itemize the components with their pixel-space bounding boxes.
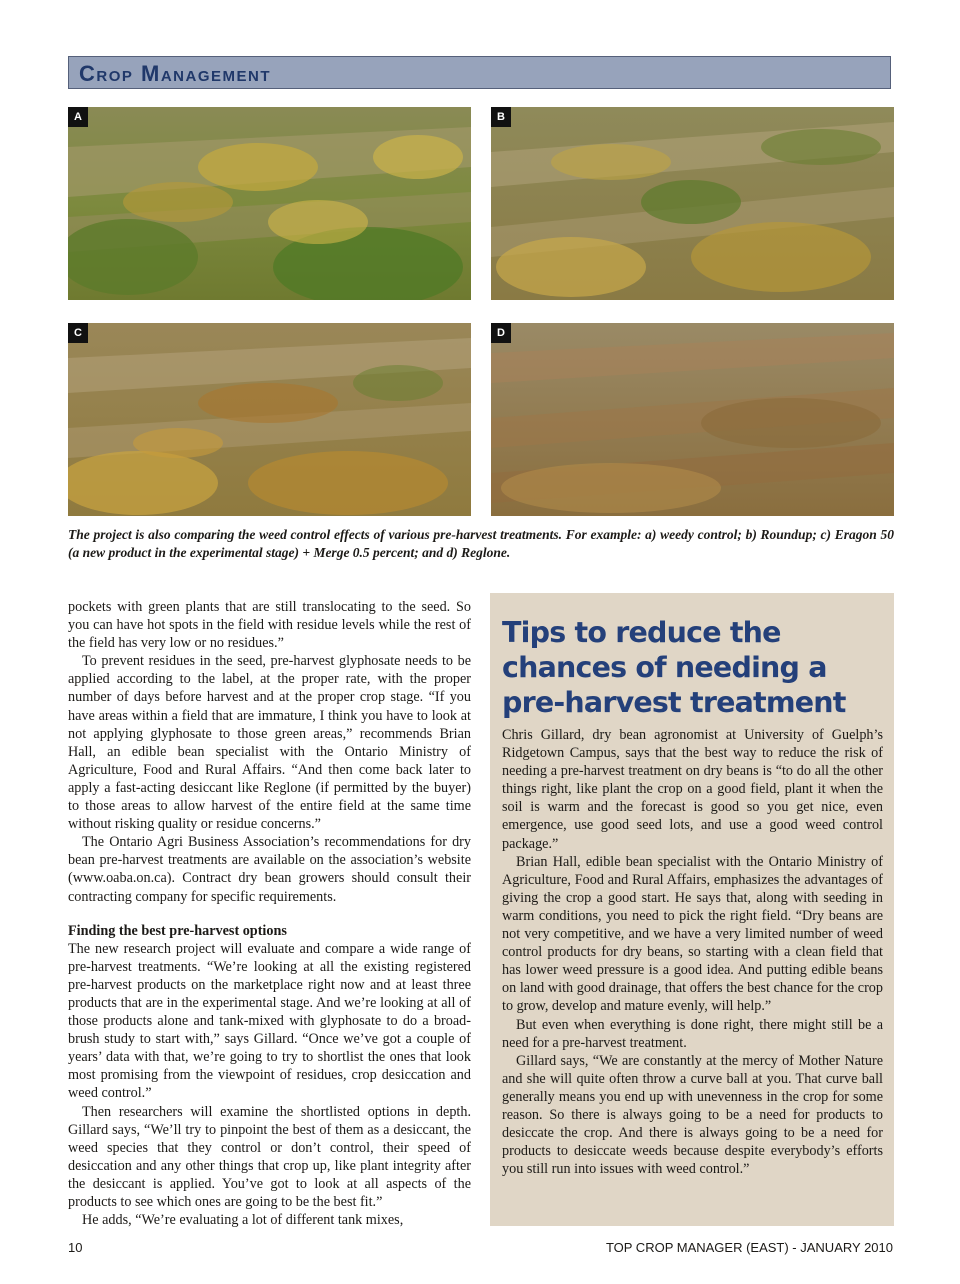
- field-photo-a-image: [68, 107, 471, 300]
- photo-label-c: C: [68, 323, 88, 343]
- article-paragraph: pockets with green plants that are still translocating to the seed. So you can have hot spots in the field with residue levels while the rest of the field has very low or no residues.”: [68, 599, 471, 652]
- photo-b: [491, 107, 894, 300]
- field-photo-b-image: [491, 107, 894, 300]
- sidebar-paragraph: Brian Hall, edible bean specialist with the Ontario Ministry of Agriculture, Food and Rural Affairs, emphasizes the advantages of giving the crop a good start. He says that, along with seeding in warm conditions, you need to pick the right field. “Dry beans are not very competitive, and we have a very limited number of weed control products for dry beans, so starting with a clean field that has lower weed pressure is a good idea. And putting edible beans on land with good drainage, that offers the best chance for the crop to grow, develop and mature evenly, will help.”: [502, 853, 883, 1015]
- photo-a: [68, 107, 471, 300]
- photo-caption: The project is also comparing the weed control effects of various pre-harvest treatments. For example: a) weedy control; b) Roundup; c) Eragon 50 (a new product in the experimental stage) + Merge 0.5 percent; and d) Reglone.: [68, 527, 894, 560]
- sidebar-paragraph: But even when everything is done right, there might still be a need for a pre-harvest treatment.: [502, 1016, 883, 1051]
- sidebar-paragraph: Chris Gillard, dry bean agronomist at University of Guelph’s Ridgetown Campus, says that the best way to reduce the risk of needing a pre-harvest treatment on dry beans is “to do all the other things right, like plant the crop on a good field, plant it when the soil is warm and the forecast is good so you get nice, even emergence, use good seed lots, and use a good weed control package.”: [502, 727, 883, 852]
- photo-d: [491, 323, 894, 516]
- photo-label-b: B: [491, 107, 511, 127]
- field-photo-d-image: [491, 323, 894, 516]
- tips-sidebar: [490, 593, 894, 1226]
- section-header: [68, 56, 891, 89]
- article-paragraph: The Ontario Agri Business Association’s recommendations for dry bean pre-harvest treatments are available on the association’s website (www.oaba.on.ca). Contract dry bean growers should consult their contracting company for specific requirements.: [68, 834, 471, 905]
- article-paragraph: Then researchers will examine the shortlisted options in depth. Gillard says, “We’ll try to pinpoint the best of them as a desiccant, the weed species that they control or don’t control, their speed of desiccation and any other things that crop up, like plant integrity after the desiccant is applied. You’ve got to look at all aspects of the products to see which ones are going to be the best fit.”: [68, 1103, 471, 1210]
- sidebar-paragraph: Gillard says, “We are constantly at the mercy of Mother Nature and she will quite often throw a curve ball at you. That curve ball generally means you end up with unevenness in the crop for some reason. So there is always going to be a need for products to desiccate the crop. And there is always going to be a need for products to desiccate weeds because despite everybody’s efforts you still run into issues with weed control.”: [502, 1052, 883, 1178]
- page-number: 10: [68, 1240, 83, 1255]
- photo-label-d: D: [491, 323, 511, 343]
- field-photo-c-image: [68, 323, 471, 516]
- article-paragraph: To prevent residues in the seed, pre-harvest glyphosate needs to be applied according to the label, at the proper rate, with the proper number of days before harvest and at the proper crop stage. “If you have areas within a field that are immature, I think you have to look at not applying glyphosate to those green areas,” recommends Brian Hall, an edible bean specialist with the Ontario Ministry of Agriculture, Food and Rural Affairs. “And then come back later to apply a fast-acting desiccant like Reglone (if permitted by the buyer) to those areas to allow harvest of the entire field at the same time without risking quality or residue concerns.”: [68, 653, 471, 833]
- section-title: Crop Management: [79, 61, 271, 86]
- publication-footer: TOP CROP MANAGER (EAST) - JANUARY 2010: [605, 1240, 893, 1255]
- article-left-column: [68, 598, 471, 1229]
- sidebar-title: Tips to reduce the chances of needing a pre-harvest treatment: [502, 616, 846, 719]
- photo-c: [68, 323, 471, 516]
- article-paragraph: He adds, “We’re evaluating a lot of different tank mixes,: [82, 1212, 404, 1229]
- article-subhead: Finding the best pre-harvest options: [68, 922, 287, 939]
- article-paragraph: The new research project will evaluate and compare a wide range of pre-harvest treatments. “We’re looking at all the existing registered pre-harvest products on the marketplace right now and at least three products that are in the experimental stage. And we’re looking at all of those products alone and tank-mixed with glyphosate to do a broad-brush study to start with,” says Gillard. “Once we’ve got a couple of years’ data with that, we’re going to try to shortlist the ones that look most promising from the viewpoint of residues, crop desiccation and weed control.”: [68, 940, 471, 1102]
- photo-label-a: A: [68, 107, 88, 127]
